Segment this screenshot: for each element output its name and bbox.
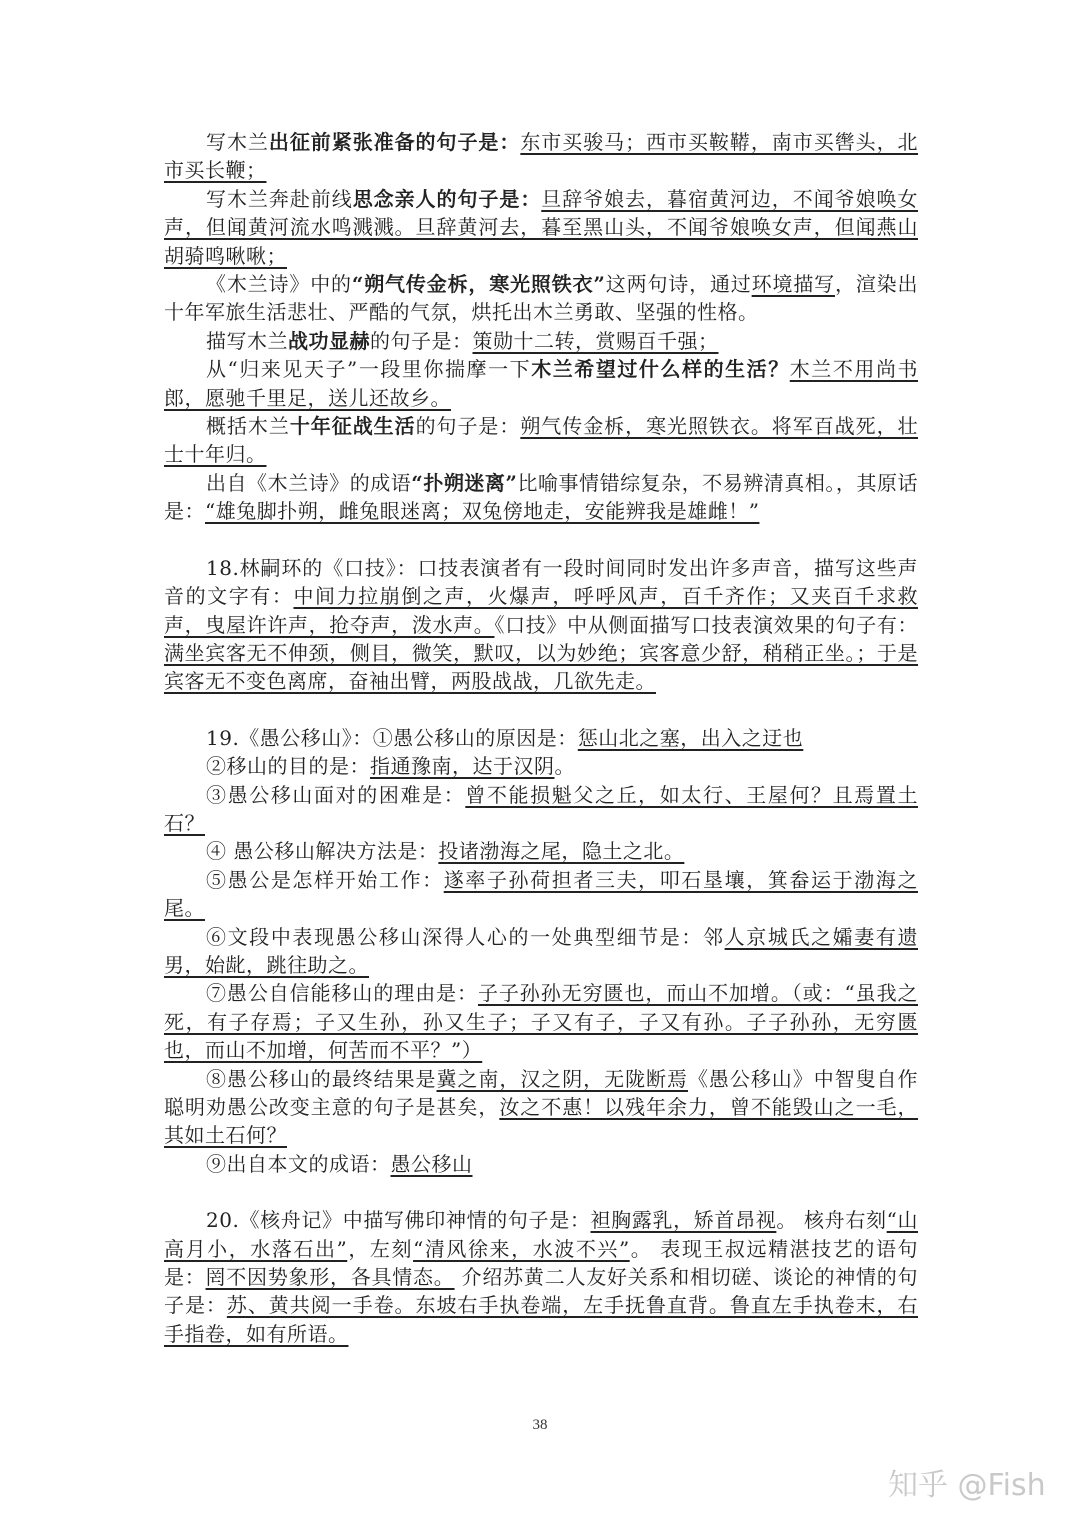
prompt-text: 《木兰诗》中的 — [206, 272, 352, 297]
answer-text: “清风徐来，水波不兴” — [413, 1236, 630, 1261]
prompt-text: 。 核舟右刻 — [776, 1208, 887, 1233]
answer-text: 朔气传金柝，寒光照铁衣。将军百战死，壮士十年归。 — [164, 414, 919, 467]
prompt-text: 出自《木兰诗》的成语 — [206, 470, 412, 495]
prompt-text: 比喻事情错综复杂，不易辨清真相。，其原话是： — [164, 470, 918, 524]
prompt-text: ⑥文段中表现愚公移山深得人心的一处典型细节是：邻 — [206, 924, 725, 949]
emphasis-text: 木兰希望过什么样的生活？ — [531, 357, 790, 382]
prompt-text: ④ 愚公移山解决方法是： — [206, 839, 439, 864]
prompt-text: 概括木兰 — [206, 414, 290, 439]
paragraph-yugong-3 — [164, 781, 918, 838]
answer-text: 子子孙孙无穷匮也，而山不加增。（或：“虽我之死，有子存焉；子又生孙，孙又生子；子又有子，子又有孙。子子孙孙，无穷匮也，而山不加增，何苦而不平？”） — [164, 981, 919, 1063]
paragraph-spacer — [164, 696, 918, 724]
prompt-text: 20.《核舟记》中描写佛印神情的句子是： — [206, 1208, 591, 1233]
paragraph-mulan-5 — [164, 355, 918, 412]
prompt-text: ⑦愚公自信能移山的理由是： — [206, 981, 478, 1006]
prompt-text: 。 — [554, 754, 575, 779]
answer-text: 惩山北之塞，出入之迂也 — [577, 725, 804, 750]
prompt-text: ⑧愚公移山的最终结果是 — [206, 1066, 437, 1091]
paragraph-mulan-4 — [164, 327, 918, 355]
answer-text: 指通豫南，达于汉阴 — [370, 754, 555, 779]
prompt-text: ②移山的目的是： — [206, 754, 370, 779]
emphasis-text: 出征前紧张准备的句子是： — [268, 130, 521, 154]
prompt-text: 。 表现王叔远精湛技艺的语句是： — [164, 1236, 919, 1290]
answer-text: 东市买骏马；西市买鞍鞯，南市买辔头，北市买长鞭； — [164, 130, 919, 183]
prompt-text: 从“归来见天子”一段里你揣摩一下 — [206, 357, 532, 382]
emphasis-text: 思念亲人的句子是： — [352, 186, 542, 211]
prompt-text: 18.林嗣环的《口技》：口技表演者有一段时间同时发出许多声音，描写这些声音的文字有： — [164, 555, 918, 609]
prompt-text: 的句子是： — [370, 328, 473, 353]
paragraph-yugong-1 — [164, 724, 918, 752]
paragraph-mulan-2 — [164, 185, 918, 270]
paragraph-mulan-7 — [164, 469, 918, 526]
answer-text: 人京城氏之孀妻有遗男，始龀，跳往助之。 — [164, 924, 918, 977]
answer-text: 环境描写 — [751, 272, 835, 297]
paragraph-spacer — [164, 1178, 918, 1206]
paragraph-yugong-5 — [164, 866, 918, 923]
prompt-text: 描写木兰 — [206, 328, 288, 353]
paragraph-hezhou — [164, 1206, 918, 1348]
prompt-text: 《愚公移山》中智叟自作聪明劝愚公改变主意的句子是甚矣， — [164, 1066, 919, 1119]
answer-text: 冀之南，汉之阴，无陇断焉 — [436, 1066, 688, 1091]
answer-text: 中间力拉崩倒之声，火爆声，呼呼风声，百千齐作；又夹百千求救声，曳屋许许声，抢夺声，泼水声。 — [164, 584, 919, 637]
paragraph-mulan-1 — [164, 128, 918, 185]
paragraph-yugong-7 — [164, 979, 918, 1064]
paragraph-yugong-9 — [164, 1150, 918, 1178]
answer-text: 袒胸露乳，矫首昂视 — [590, 1208, 777, 1233]
emphasis-text: “扑朔迷离” — [411, 470, 518, 495]
prompt-text: ③愚公移山面对的困难是： — [206, 782, 466, 807]
prompt-text: ，左刻 — [347, 1236, 414, 1261]
prompt-text: ，渲染出十年军旅生活悲壮、严酷的气氛，烘托出木兰勇敢、坚强的性格。 — [164, 272, 919, 325]
answer-text: 愚公移山 — [390, 1151, 473, 1176]
prompt-text: 《口技》中从侧面描写口技表演效果的句子有： — [494, 612, 919, 637]
page-number: 38 — [532, 1417, 548, 1433]
answer-text: 投诸渤海之尾，隐土之北。 — [438, 839, 685, 864]
paragraph-mulan-3 — [164, 270, 918, 327]
emphasis-text: “朔气传金柝，寒光照铁衣” — [351, 272, 606, 297]
prompt-text: 介绍苏黄二人友好关系和相切磋、谈论的神情的句子是： — [164, 1265, 919, 1318]
prompt-text: 写木兰 — [206, 130, 269, 154]
paragraph-spacer — [164, 526, 918, 554]
paragraph-yugong-4 — [164, 837, 918, 865]
answer-text: “雄兔脚扑朔，雌兔眼迷离；双兔傍地走，安能辨我是雄雌！” — [205, 499, 760, 524]
answer-text: 旦辞爷娘去，暮宿黄河边，不闻爷娘唤女声，但闻黄河流水鸣溅溅。旦辞黄河去，暮至黑山头，不闻爷娘唤女声，但闻燕山胡骑鸣啾啾； — [164, 186, 919, 268]
prompt-text: ⑨出自本文的成语： — [206, 1151, 391, 1176]
paragraph-mulan-6 — [164, 412, 918, 469]
emphasis-text: 十年征战生活 — [289, 414, 416, 439]
answer-text: “山高月小，水落石出” — [164, 1208, 919, 1261]
answer-text: 策勋十二转，赏赐百千强； — [472, 328, 719, 353]
answer-text: 苏、黄共阅一手卷。东坡右手执卷端，左手抚鲁直背。鲁直左手执卷末，右手指卷，如有所语。 — [164, 1293, 919, 1346]
prompt-text: 的句子是： — [415, 414, 521, 439]
document-body — [164, 128, 918, 1348]
answer-text: 汝之不惠！以残年余力，曾不能毁山之一毛，其如土石何？ — [164, 1095, 919, 1148]
emphasis-text: 战功显赫 — [288, 328, 370, 353]
answer-text: 罔不因势象形，各具情态。 — [205, 1265, 455, 1290]
paragraph-yugong-8 — [164, 1065, 918, 1150]
answer-text: 遂率子孙荷担者三夫，叩石垦壤，箕畚运于渤海之尾。 — [164, 867, 918, 921]
answer-text: 满坐宾客无不伸颈，侧目，微笑，默叹，以为妙绝；宾客意少舒，稍稍正坐。；于是宾客无不变色离席，奋袖出臂，两股战战，几欲先走。 — [164, 640, 918, 694]
prompt-text: 这两句诗，通过 — [605, 272, 752, 297]
prompt-text: 写木兰奔赴前线 — [206, 186, 353, 211]
prompt-text: ⑤愚公是怎样开始工作： — [206, 867, 444, 892]
paragraph-kouji — [164, 554, 918, 696]
answer-text: 木兰不用尚书郎，愿驰千里足，送儿还故乡。 — [164, 357, 918, 410]
zhihu-watermark: 知乎 @Fish — [888, 1468, 1046, 1503]
paragraph-yugong-6 — [164, 923, 918, 980]
answer-text: 曾不能损魁父之丘，如太行、王屋何？且焉置土石？ — [164, 782, 918, 835]
paragraph-yugong-2 — [164, 752, 918, 780]
prompt-text: 19.《愚公移山》：①愚公移山的原因是： — [206, 725, 578, 750]
